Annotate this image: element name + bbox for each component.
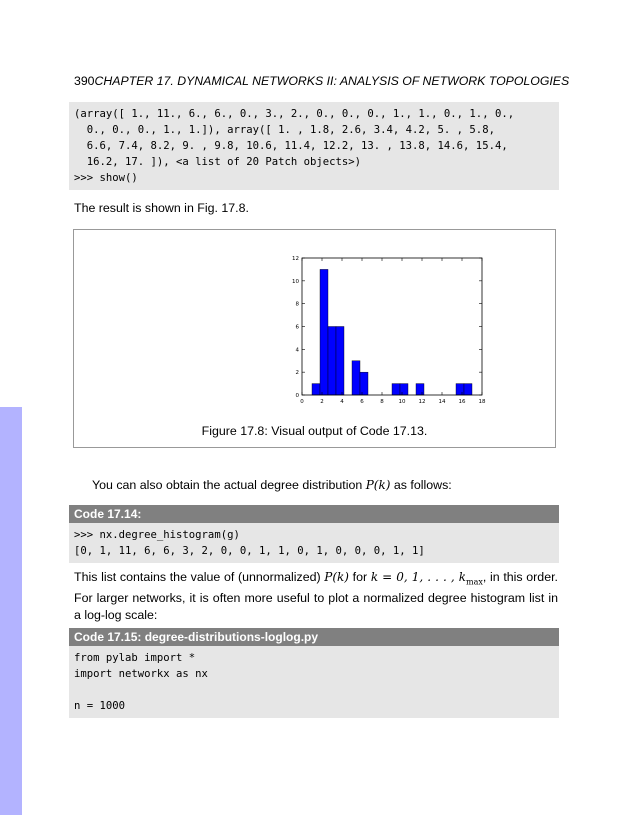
code-17-15-text: from pylab import * import networkx as nx n = 1000 [74, 652, 208, 712]
paragraph-distribution [74, 477, 558, 494]
x-tick-label: 0 [300, 399, 304, 405]
text: as follows: [390, 478, 452, 492]
code-output-block [69, 102, 559, 190]
histogram-bar [328, 327, 336, 396]
x-tick-label: 4 [340, 399, 344, 405]
math-sub-max: max [466, 577, 483, 587]
x-tick-label: 16 [458, 399, 466, 405]
x-tick-label: 18 [478, 399, 486, 405]
figure-caption: Figure 17.8: Visual output of Code 17.13. [201, 424, 428, 438]
histogram-bar [456, 384, 464, 395]
histogram-bar [336, 327, 344, 396]
histogram-bar [320, 269, 328, 395]
chapter-title: CHAPTER 17. DYNAMICAL NETWORKS II: ANALYSIS OF NETWORK TOPOLOGIES [94, 74, 570, 88]
histogram-bar [464, 384, 472, 395]
page-number: 390 [74, 74, 95, 88]
code-17-14-title: Code 17.14: [69, 505, 559, 523]
text: This list contains the value of (unnormalized) [74, 570, 325, 584]
histogram-bar [392, 384, 400, 395]
y-tick-label: 0 [295, 393, 299, 399]
y-tick-label: 4 [295, 347, 299, 354]
y-tick-label: 6 [295, 324, 299, 331]
histogram-bar [416, 384, 424, 395]
histogram-bar [400, 384, 408, 395]
histogram-bar [352, 361, 360, 395]
math-pk: P(k) [365, 478, 391, 492]
histogram-bar [312, 384, 320, 395]
running-head [74, 74, 569, 88]
code-17-15-block [69, 628, 559, 718]
text: for [349, 570, 371, 584]
histogram-bar [360, 372, 368, 395]
y-tick-label: 12 [292, 256, 299, 262]
x-tick-label: 14 [438, 399, 446, 405]
y-tick-label: 2 [295, 370, 299, 377]
code-17-14-block [69, 505, 559, 563]
code-17-15-title: Code 17.15: degree-distributions-loglog.py [69, 628, 559, 646]
y-tick-label: 8 [295, 301, 299, 308]
x-tick-label: 2 [320, 399, 324, 405]
paragraph-result: The result is shown in Fig. 17.8. [74, 201, 249, 215]
text: You can also obtain the actual degree distribution [92, 478, 366, 492]
code-17-14-text: >>> nx.degree_histogram(g) [0, 1, 11, 6, 6, 3, 2, 0, 0, 1, 1, 0, 1, 0, 0, 0, 1, 1] [74, 529, 425, 557]
x-tick-label: 8 [380, 399, 384, 405]
math-pk: P(k) [324, 570, 349, 584]
histogram-chart [214, 250, 499, 420]
x-tick-label: 10 [398, 399, 406, 405]
figure-17-8 [73, 229, 556, 448]
x-tick-label: 12 [418, 399, 426, 405]
x-tick-label: 6 [360, 399, 364, 405]
math-k-range: k = 0, 1, . . . , k [370, 570, 466, 584]
text: , in this order. For larger networks, it is often more useful to plot a normalized degree histogram list in a log-log scale: [74, 570, 558, 623]
side-thumb-tab [0, 407, 22, 815]
paragraph-list [74, 569, 558, 624]
code-output-text: (array([ 1., 11., 6., 6., 0., 3., 2., 0., 0., 0., 1., 1., 0., 1., 0., 0., 0., 0., 1., 1.]), array([ 1. , 1.8, 2.6, 3.4, 4.2, 5. , 5.8, 6.6, 7.4, 8.2, 9. , 9.8, 10.6, 11.4, 12.2, 13. , 13.8, 14.6, 15.4, 16.2, 17. ]), <a list of 20 Patch objects>) >>> show() [74, 108, 515, 184]
y-tick-label: 10 [292, 278, 299, 285]
